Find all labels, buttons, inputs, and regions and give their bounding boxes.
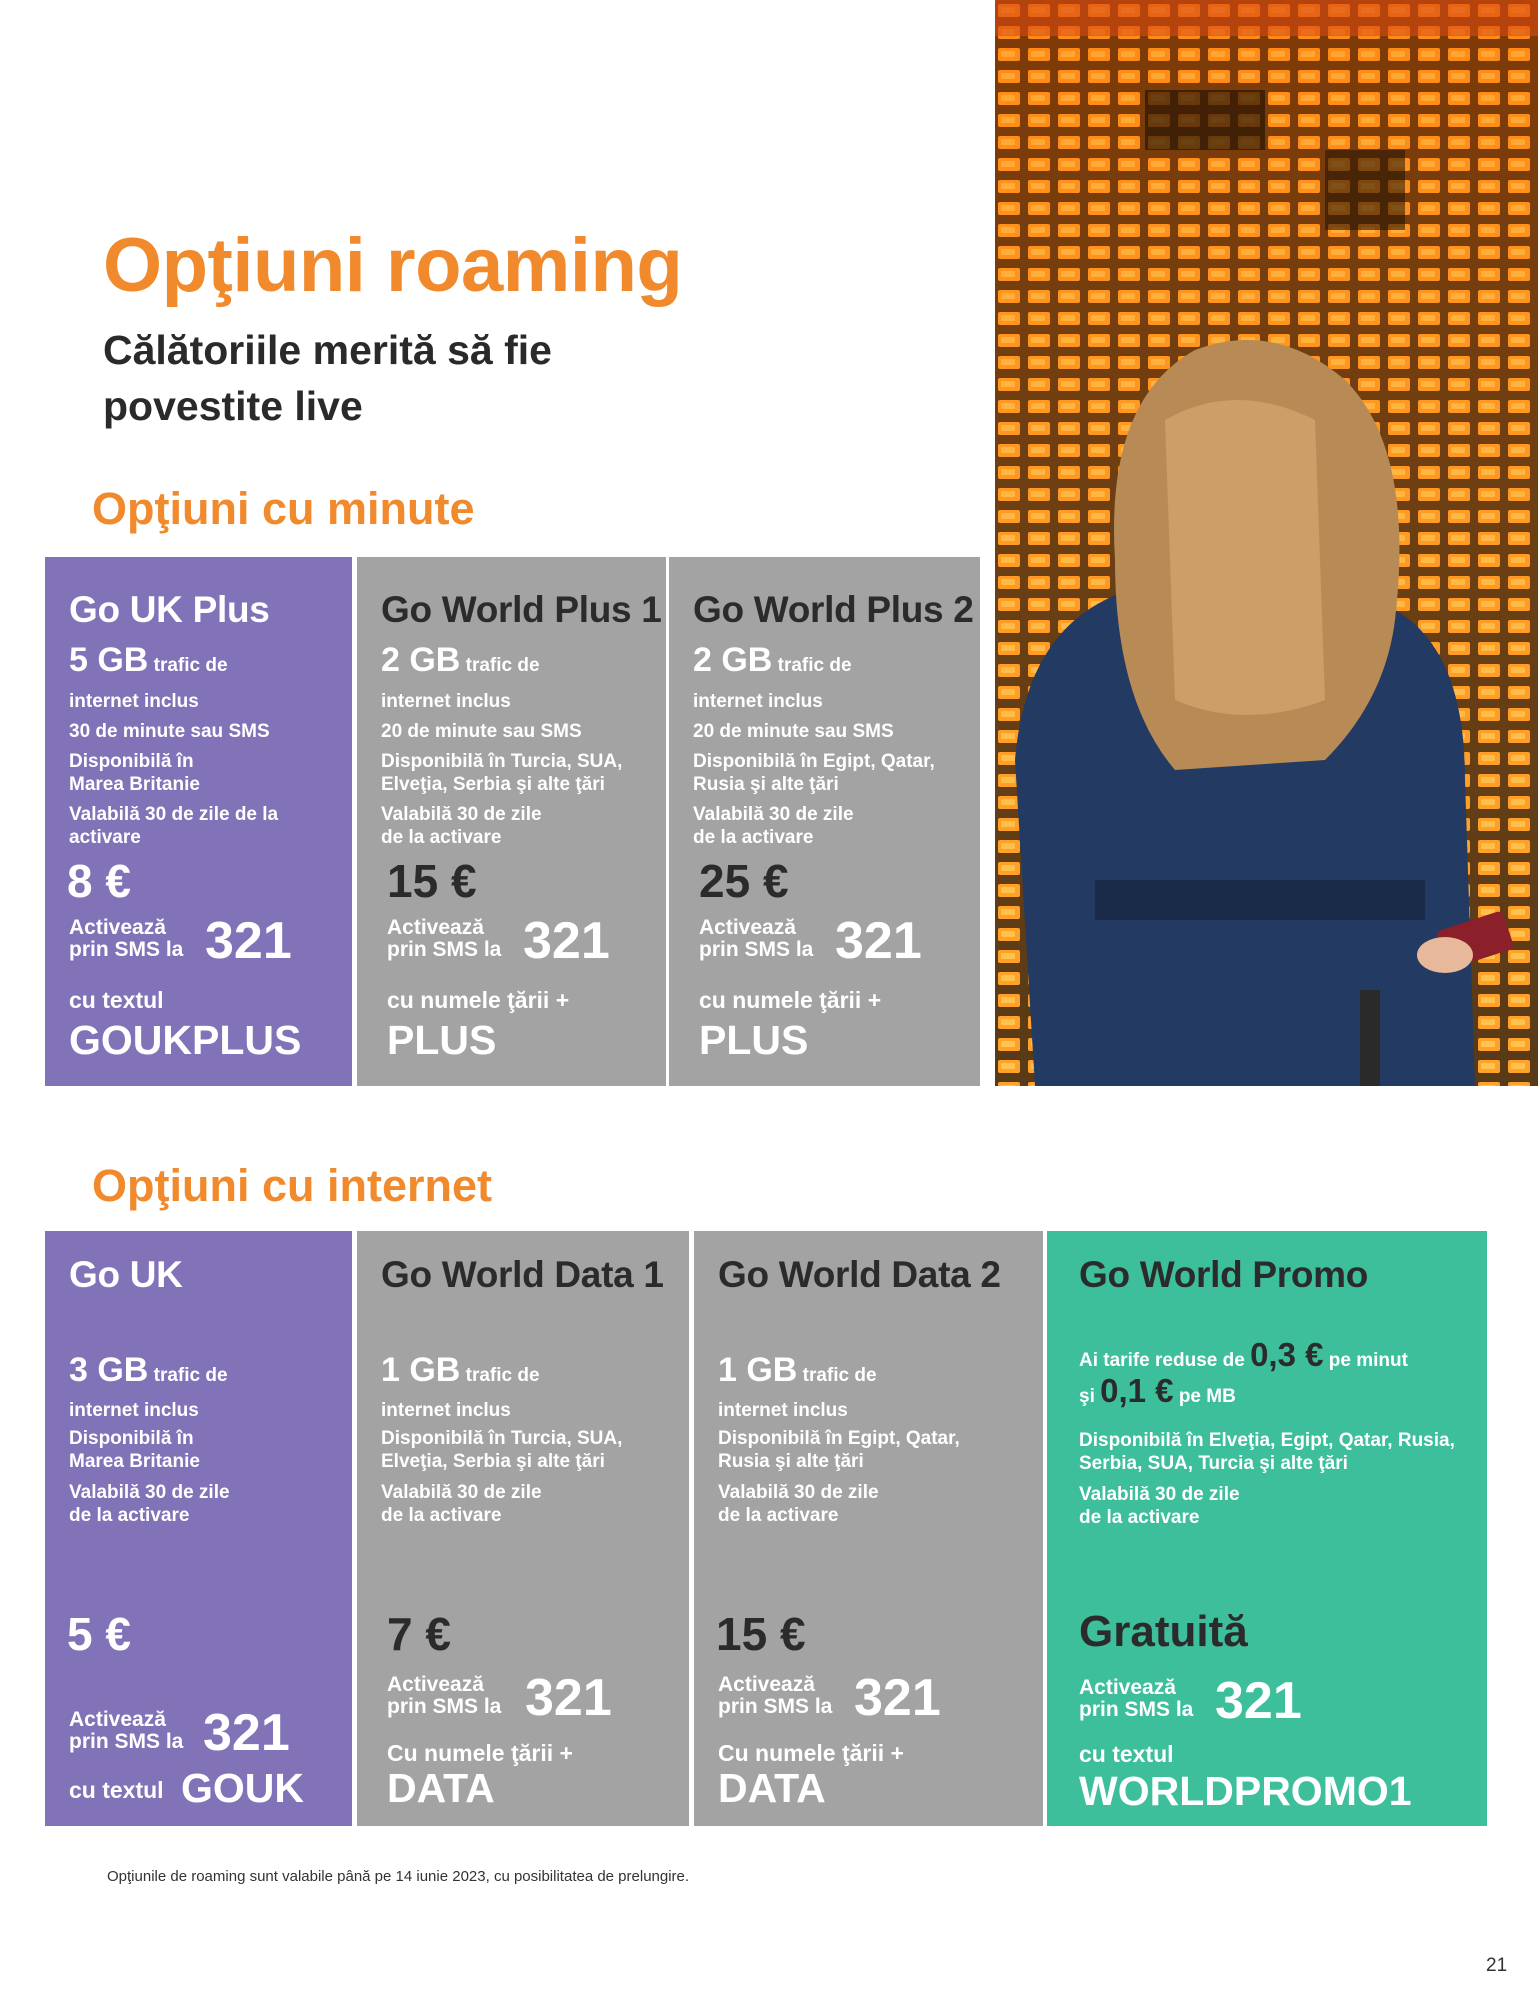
data-allowance <box>693 641 852 679</box>
data-allowance <box>381 1351 540 1389</box>
price: 15 € <box>716 1608 806 1660</box>
activate-text-2: prin SMS la <box>699 938 814 961</box>
data-label-2: internet inclus <box>381 1400 511 1421</box>
availability-1: Disponibilă în Egipt, Qatar, <box>693 751 935 772</box>
sms-code: GOUK <box>181 1765 304 1811</box>
card-go-uk <box>45 1231 352 1826</box>
price: 25 € <box>699 855 789 907</box>
code-label: cu textul <box>1079 1741 1174 1767</box>
price: 8 € <box>67 855 131 907</box>
data-label: trafic de <box>802 1365 877 1386</box>
data-amount: 3 GB <box>69 1351 149 1389</box>
validity-2: de la activare <box>1079 1507 1200 1528</box>
card-go-world-data-1 <box>357 1231 689 1826</box>
validity-2: de la activare <box>381 827 502 848</box>
availability-2: Serbia, SUA, Turcia şi alte ţări <box>1079 1453 1348 1474</box>
validity-2: de la activare <box>69 1505 190 1526</box>
data-amount: 5 GB <box>69 641 149 679</box>
availability-2: Marea Britanie <box>69 774 200 795</box>
card-go-uk-plus <box>45 557 352 1086</box>
activate-text-2: prin SMS la <box>718 1695 833 1718</box>
activate-text-1: Activează <box>1079 1676 1176 1699</box>
minutes-text: 30 de minute sau SMS <box>69 721 270 742</box>
data-allowance <box>381 641 540 679</box>
code-label: Cu numele ţării + <box>387 1740 573 1766</box>
card-title: Go World Promo <box>1079 1254 1369 1295</box>
activate-text-2: prin SMS la <box>387 938 502 961</box>
sms-number: 321 <box>205 912 292 970</box>
availability-2: Rusia şi alte ţări <box>718 1451 864 1472</box>
data-allowance <box>69 1351 228 1389</box>
minutes-text: 20 de minute sau SMS <box>693 721 894 742</box>
availability-1: Disponibilă în <box>69 751 194 772</box>
activate-text-2: prin SMS la <box>69 938 184 961</box>
card-go-world-plus-2 <box>669 557 980 1086</box>
activate-text-1: Activează <box>387 916 484 939</box>
validity-1: Valabilă 30 de zile de la <box>69 804 279 825</box>
data-label: trafic de <box>153 655 228 676</box>
data-label-2: internet inclus <box>381 691 511 712</box>
data-label-2: internet inclus <box>69 691 199 712</box>
availability-1: Disponibilă în Turcia, SUA, <box>381 1428 623 1449</box>
data-label: trafic de <box>465 1365 540 1386</box>
page-title: Opţiuni roaming <box>103 223 683 308</box>
activate-text-1: Activează <box>699 916 796 939</box>
activate-text-1: Activează <box>387 1673 484 1696</box>
data-allowance <box>69 641 228 679</box>
page-number: 21 <box>1486 1955 1508 1976</box>
availability-2: Elveţia, Serbia şi alte ţări <box>381 774 605 795</box>
validity-2: de la activare <box>718 1505 839 1526</box>
price: 7 € <box>387 1608 451 1660</box>
promo-line-1 <box>1079 1336 1408 1373</box>
sms-number: 321 <box>523 912 610 970</box>
validity-1: Valabilă 30 de zile <box>381 804 542 825</box>
data-allowance <box>718 1351 877 1389</box>
sms-code: DATA <box>718 1765 826 1811</box>
sms-number: 321 <box>525 1669 612 1727</box>
activate-text-2: prin SMS la <box>1079 1698 1194 1721</box>
section-title-minutes: Opţiuni cu minute <box>92 483 475 534</box>
validity-2: activare <box>69 827 141 848</box>
data-label: trafic de <box>153 1365 228 1386</box>
price: 15 € <box>387 855 477 907</box>
validity-1: Valabilă 30 de zile <box>693 804 854 825</box>
data-amount: 2 GB <box>693 641 773 679</box>
code-label: cu textul <box>69 1777 164 1803</box>
data-amount: 1 GB <box>381 1351 461 1389</box>
availability-2: Rusia şi alte ţări <box>693 774 839 795</box>
data-label: trafic de <box>465 655 540 676</box>
card-title: Go UK Plus <box>69 589 270 630</box>
card-title: Go World Data 1 <box>381 1254 664 1295</box>
card-go-world-plus-1 <box>357 557 666 1086</box>
sms-number: 321 <box>835 912 922 970</box>
sms-code: DATA <box>387 1765 495 1811</box>
availability-1: Disponibilă în Turcia, SUA, <box>381 751 623 772</box>
data-amount: 1 GB <box>718 1351 798 1389</box>
data-amount: 2 GB <box>381 641 461 679</box>
availability-2: Elveţia, Serbia şi alte ţări <box>381 1451 605 1472</box>
sms-number: 321 <box>203 1704 290 1762</box>
activate-text-2: prin SMS la <box>69 1730 184 1753</box>
data-label-2: internet inclus <box>69 1400 199 1421</box>
page-subtitle: Călătoriile merită să fie povestite live <box>103 327 552 429</box>
validity-1: Valabilă 30 de zile <box>69 1482 230 1503</box>
promo-and: şi <box>1079 1386 1095 1407</box>
availability-1: Disponibilă în Egipt, Qatar, <box>718 1428 960 1449</box>
sms-code: PLUS <box>699 1017 809 1063</box>
code-label: Cu numele ţării + <box>718 1740 904 1766</box>
airport-departures-photo <box>995 0 1538 1086</box>
sms-number: 321 <box>854 1669 941 1727</box>
minutes-text: 20 de minute sau SMS <box>381 721 582 742</box>
card-title: Go World Data 2 <box>718 1254 1001 1295</box>
activate-text-1: Activează <box>718 1673 815 1696</box>
validity-1: Valabilă 30 de zile <box>381 1482 542 1503</box>
activate-text-2: prin SMS la <box>387 1695 502 1718</box>
promo-price-minute: 0,3 € <box>1250 1336 1324 1373</box>
card-title: Go UK <box>69 1254 183 1295</box>
promo-unit-mb: pe MB <box>1178 1386 1236 1407</box>
activate-text-1: Activează <box>69 916 166 939</box>
availability-2: Marea Britanie <box>69 1451 200 1472</box>
sms-code: GOUKPLUS <box>69 1017 302 1063</box>
validity-2: de la activare <box>693 827 814 848</box>
validity-2: de la activare <box>381 1505 502 1526</box>
availability-1: Disponibilă în <box>69 1428 194 1449</box>
activate-text-1: Activează <box>69 1708 166 1731</box>
promo-text: Ai tarife reduse de <box>1079 1350 1245 1371</box>
card-go-world-promo <box>1047 1231 1487 1826</box>
availability-1: Disponibilă în Elveţia, Egipt, Qatar, Rusia, <box>1079 1430 1455 1451</box>
card-go-world-data-2 <box>694 1231 1043 1826</box>
code-label: cu textul <box>69 987 164 1013</box>
footnote: Opţiunile de roaming sunt valabile până pe 14 iunie 2023, cu posibilitatea de prelungire. <box>107 1868 690 1885</box>
code-label: cu numele ţării + <box>699 987 882 1013</box>
code-label: cu numele ţării + <box>387 987 570 1013</box>
promo-line-2 <box>1079 1372 1236 1409</box>
sms-code: WORLDPROMO1 <box>1079 1768 1412 1814</box>
validity-1: Valabilă 30 de zile <box>718 1482 879 1503</box>
validity-1: Valabilă 30 de zile <box>1079 1484 1240 1505</box>
price: 5 € <box>67 1608 131 1660</box>
promo-price-mb: 0,1 € <box>1100 1372 1174 1409</box>
card-title: Go World Plus 2 <box>693 589 974 630</box>
section-title-internet: Opţiuni cu internet <box>92 1160 492 1211</box>
data-label-2: internet inclus <box>718 1400 848 1421</box>
promo-unit-minute: pe minut <box>1328 1350 1408 1371</box>
data-label-2: internet inclus <box>693 691 823 712</box>
data-label: trafic de <box>777 655 852 676</box>
price: Gratuită <box>1079 1607 1248 1656</box>
photo-illustration <box>995 0 1538 1086</box>
sms-number: 321 <box>1215 1672 1302 1730</box>
card-title: Go World Plus 1 <box>381 589 662 630</box>
sms-code: PLUS <box>387 1017 497 1063</box>
